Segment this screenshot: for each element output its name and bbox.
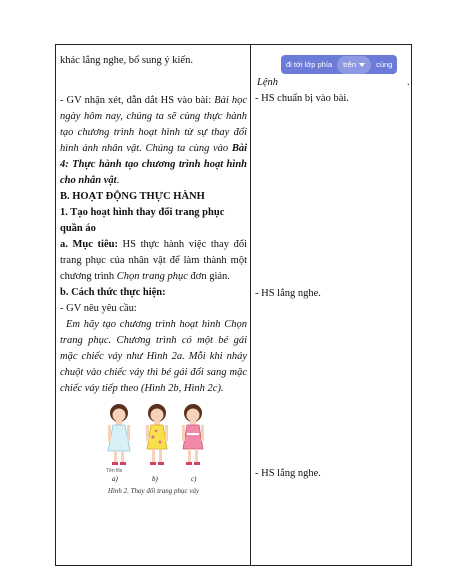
- objective: a. Mục tiêu: HS thực hành việc thay đổi trang phục của nhân vật để làm thành một chương trình Chọn trang phục đơn giản.: [60, 239, 247, 282]
- teacher-activity-column: [60, 53, 247, 503]
- student-activity-column: [255, 53, 410, 482]
- section-heading: B. HOẠT ĐỘNG THỰC HÀNH: [60, 191, 205, 202]
- method-line: - GV nêu yêu cầu:: [60, 303, 137, 314]
- figure-mini-label: Tên file: [106, 468, 123, 474]
- command-row: đi tới lớp phía trên cùng Lệnh .: [255, 53, 410, 91]
- chevron-down-icon: [359, 63, 365, 67]
- command-label: Lệnh: [257, 77, 278, 88]
- student-response-2: - HS lắng nghe.: [255, 288, 321, 299]
- column-divider: [250, 45, 251, 565]
- figure-caption: Hình 2. Thay đổi trang phục váy: [107, 487, 200, 495]
- girl-dress-c-image: [178, 403, 208, 469]
- requirement-text: Em hãy tạo chương trình hoạt hình Chọn trang phục. Chương trình có một bé gái mặc chiếc váy như Hình 2a. Mỗi khi nháy chuột vào chiếc váy thì bé gái đổi sang mặc chiếc váy tiếp theo (Hình 2b, Hình 2c).: [60, 319, 247, 394]
- figure-label-c: c): [191, 475, 197, 483]
- student-response-1: - HS chuẩn bị vào bài.: [255, 93, 349, 104]
- figure-label-a: a): [112, 475, 118, 483]
- figure-dresses: [60, 403, 247, 503]
- lesson-table: [55, 44, 412, 566]
- paragraph-gv-comment: - GV nhận xét, dẫn dắt HS vào bài: Bài học ngày hôm nay, chúng ta sẽ cùng thực hành tạo chương trình hoạt hình từ sự thay đổi hình ảnh nhân vật. Chúng ta cùng vào Bài 4: Thực hành tạo chương trình hoạt hình cho nhân vật.: [60, 95, 247, 186]
- student-response-3: - HS lắng nghe.: [255, 468, 321, 479]
- activity-heading: 1. Tạo hoạt hình thay đổi trang phục quần áo: [60, 207, 225, 234]
- layer-dropdown[interactable]: trên: [337, 56, 371, 74]
- method-heading: b. Cách thức thực hiện:: [60, 287, 166, 298]
- girl-dress-a-image: [104, 403, 134, 469]
- scratch-go-to-layer-block[interactable]: đi tới lớp phía trên cùng: [281, 55, 397, 74]
- girl-dress-b-image: [142, 403, 172, 469]
- figure-label-b: b): [152, 475, 158, 483]
- paragraph-intro: khác lắng nghe, bổ sung ý kiến.: [60, 55, 193, 66]
